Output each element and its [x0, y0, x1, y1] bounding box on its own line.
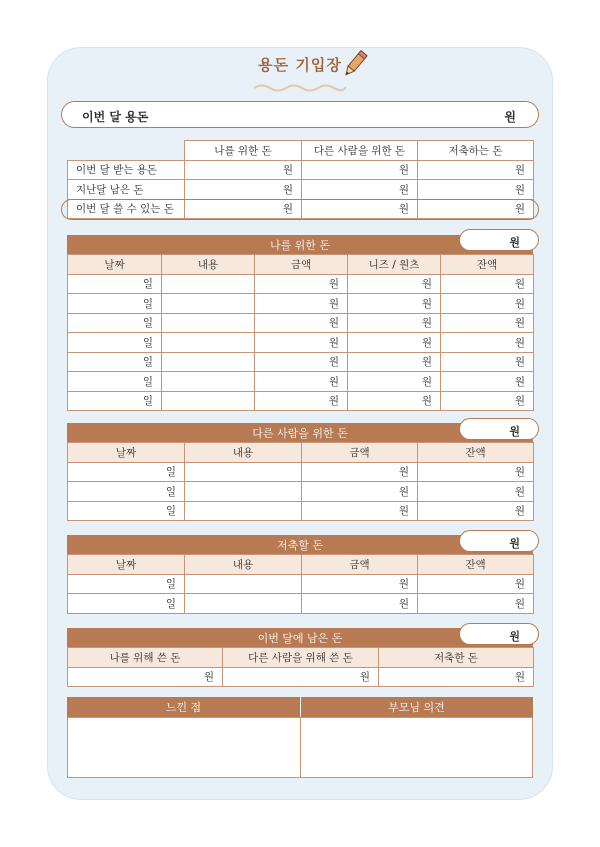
title-underline-decoration: [252, 82, 348, 92]
summary-cell[interactable]: 원: [185, 180, 302, 200]
table-cell[interactable]: [185, 482, 302, 502]
table-cell[interactable]: 원: [255, 333, 348, 353]
reflection-header: 느낀 점: [67, 697, 300, 717]
table-cell[interactable]: 일: [68, 594, 185, 614]
table-cell[interactable]: 원: [441, 333, 534, 353]
total-unit: 원: [509, 537, 520, 550]
table-row: [68, 391, 534, 411]
table-cell[interactable]: 원: [255, 274, 348, 294]
for-me-total-field[interactable]: [459, 229, 539, 251]
summary-cell[interactable]: 원: [185, 160, 302, 180]
table-cell[interactable]: [185, 594, 302, 614]
monthly-allowance-field[interactable]: [61, 101, 539, 128]
table-cell[interactable]: [185, 462, 302, 482]
table-cell[interactable]: 원: [348, 372, 441, 392]
summary-cell[interactable]: 원: [302, 160, 418, 180]
table-row: [68, 594, 534, 614]
column-header: 잔액: [441, 255, 534, 275]
table-cell[interactable]: 일: [68, 274, 162, 294]
column-header: 금액: [302, 443, 418, 463]
summary-corner: [68, 141, 185, 161]
allowance-unit: 원: [504, 110, 516, 124]
table-cell[interactable]: 원: [255, 294, 348, 314]
table-cell[interactable]: 원: [348, 352, 441, 372]
column-header: 날짜: [68, 443, 185, 463]
summary-row: [68, 199, 534, 219]
table-cell[interactable]: 원: [255, 352, 348, 372]
table-cell[interactable]: [162, 294, 255, 314]
parent-comment-header: 부모님 의견: [300, 697, 533, 717]
column-header: 날짜: [68, 555, 185, 575]
table-cell[interactable]: 일: [68, 574, 185, 594]
table-cell[interactable]: [162, 372, 255, 392]
allowance-label: 이번 달 용돈: [82, 110, 149, 124]
summary-header: 저축하는 돈: [418, 141, 534, 161]
column-header: 잔액: [418, 443, 534, 463]
summary-cell[interactable]: 원: [418, 160, 534, 180]
table-cell[interactable]: 원: [441, 294, 534, 314]
table-cell[interactable]: 원: [255, 391, 348, 411]
table-row: [68, 333, 534, 353]
table-cell[interactable]: 일: [68, 501, 185, 521]
table-cell[interactable]: 원: [441, 391, 534, 411]
table-cell[interactable]: 일: [68, 333, 162, 353]
summary-row: [68, 180, 534, 200]
summary-table: [67, 140, 534, 219]
table-cell[interactable]: [162, 313, 255, 333]
table-cell[interactable]: [185, 501, 302, 521]
remaining-total-field[interactable]: [459, 623, 539, 645]
savings-total-field[interactable]: [459, 530, 539, 552]
table-cell[interactable]: [185, 574, 302, 594]
table-cell[interactable]: 일: [68, 462, 185, 482]
table-cell[interactable]: [162, 391, 255, 411]
table-cell[interactable]: 원: [348, 274, 441, 294]
table-cell[interactable]: 원: [302, 482, 418, 502]
title-area: [0, 54, 600, 75]
section-title: 나를 위한 돈: [67, 235, 533, 254]
table-cell[interactable]: [162, 333, 255, 353]
table-cell[interactable]: 원: [418, 594, 534, 614]
table-cell[interactable]: 일: [68, 294, 162, 314]
table-row: [68, 574, 534, 594]
column-header: 내용: [162, 255, 255, 275]
column-header: 저축한 돈: [379, 648, 534, 668]
table-row: [68, 667, 534, 687]
table-row: [68, 501, 534, 521]
section-for-me: [67, 235, 533, 411]
summary-cell[interactable]: 원: [418, 180, 534, 200]
summary-header: 나를 위한 돈: [185, 141, 302, 161]
column-header: 내용: [185, 443, 302, 463]
table-cell[interactable]: 원: [441, 372, 534, 392]
summary-cell[interactable]: 원: [302, 199, 418, 219]
table-cell[interactable]: 원: [418, 482, 534, 502]
summary-row-label: 이번 달 받는 용돈: [68, 160, 185, 180]
table-cell[interactable]: [162, 352, 255, 372]
table-row: [68, 372, 534, 392]
remaining-cell[interactable]: 원: [223, 667, 379, 687]
parent-comment-input[interactable]: [301, 717, 534, 778]
summary-header: 다른 사람을 위한 돈: [302, 141, 418, 161]
reflection-input[interactable]: [67, 717, 301, 778]
column-header: 날짜: [68, 255, 162, 275]
savings-table: [67, 554, 534, 614]
total-unit: 원: [509, 425, 520, 438]
table-cell[interactable]: 원: [255, 313, 348, 333]
table-cell[interactable]: 일: [68, 313, 162, 333]
table-cell[interactable]: 원: [302, 574, 418, 594]
table-cell[interactable]: 원: [302, 462, 418, 482]
column-header: 나를 위해 쓴 돈: [68, 648, 223, 668]
column-header: 니즈 / 원츠: [348, 255, 441, 275]
table-cell[interactable]: 원: [255, 372, 348, 392]
table-cell[interactable]: 원: [441, 313, 534, 333]
summary-row: [68, 160, 534, 180]
table-cell[interactable]: 일: [68, 372, 162, 392]
section-title: 이번 달에 남은 돈: [67, 628, 533, 647]
total-unit: 원: [509, 630, 520, 643]
column-header: 내용: [185, 555, 302, 575]
for-others-table: [67, 442, 534, 521]
table-row: [68, 482, 534, 502]
table-cell[interactable]: 일: [68, 352, 162, 372]
table-row: [68, 274, 534, 294]
table-cell[interactable]: [162, 274, 255, 294]
total-unit: 원: [509, 236, 520, 249]
for-me-table: [67, 254, 534, 411]
page-title: 용돈 기입장: [258, 56, 342, 74]
column-header: 금액: [302, 555, 418, 575]
table-row: [68, 294, 534, 314]
table-cell[interactable]: 원: [418, 501, 534, 521]
section-title: 다른 사람을 위한 돈: [67, 423, 533, 442]
summary-cell[interactable]: 원: [418, 199, 534, 219]
summary-row-label: 지난달 남은 돈: [68, 180, 185, 200]
table-row: [68, 313, 534, 333]
table-cell[interactable]: 원: [348, 333, 441, 353]
pencil-icon: [342, 48, 368, 80]
table-cell[interactable]: 원: [441, 352, 534, 372]
table-cell[interactable]: 원: [441, 274, 534, 294]
remaining-cell[interactable]: 원: [379, 667, 534, 687]
table-cell[interactable]: 원: [348, 313, 441, 333]
table-row: [68, 462, 534, 482]
table-cell[interactable]: 원: [302, 594, 418, 614]
summary-row-label: 이번 달 쓸 수 있는 돈: [68, 199, 185, 219]
table-cell[interactable]: 원: [302, 501, 418, 521]
remaining-cell[interactable]: 원: [68, 667, 223, 687]
table-cell[interactable]: 원: [348, 391, 441, 411]
section-notes: [67, 697, 533, 778]
summary-cell[interactable]: 원: [302, 180, 418, 200]
table-cell[interactable]: 원: [418, 462, 534, 482]
table-row: [68, 352, 534, 372]
section-title: 저축할 돈: [67, 535, 533, 554]
table-cell[interactable]: 원: [348, 294, 441, 314]
table-cell[interactable]: 일: [68, 391, 162, 411]
column-header: 다른 사람을 위해 쓴 돈: [223, 648, 379, 668]
column-header: 잔액: [418, 555, 534, 575]
summary-cell[interactable]: 원: [185, 199, 302, 219]
table-cell[interactable]: 원: [418, 574, 534, 594]
remaining-table: [67, 647, 534, 687]
table-cell[interactable]: 일: [68, 482, 185, 502]
column-header: 금액: [255, 255, 348, 275]
for-others-total-field[interactable]: [459, 418, 539, 440]
